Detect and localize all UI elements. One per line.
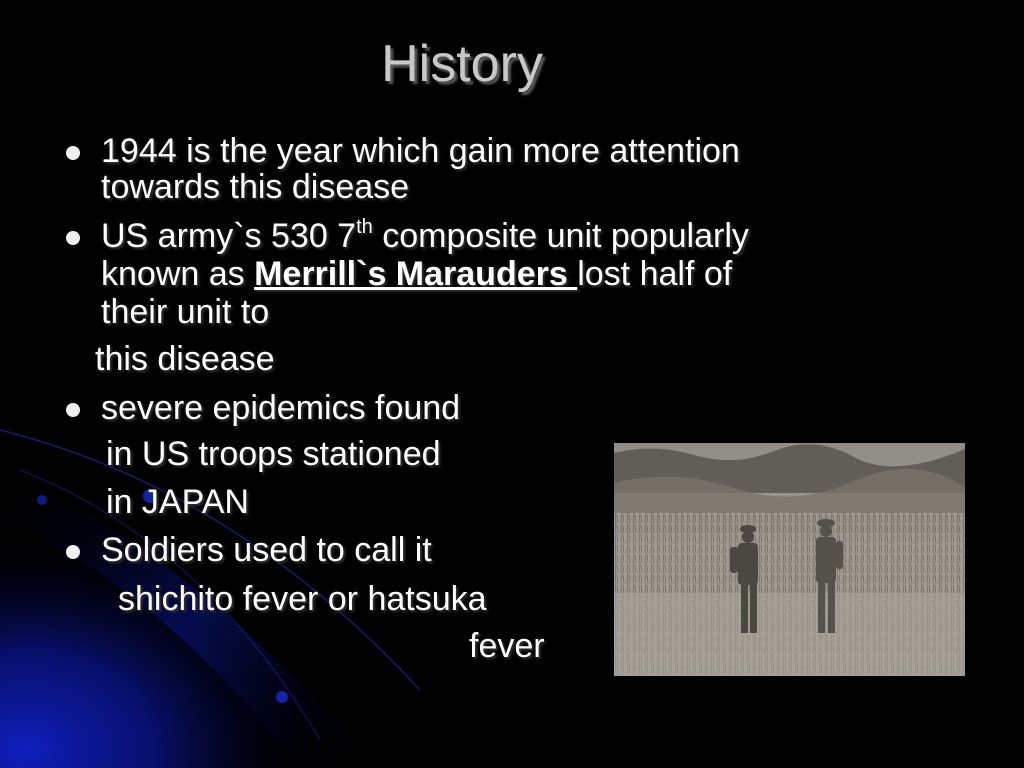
bullet-2-line-4: this disease (95, 340, 275, 378)
bullet-dot (66, 231, 80, 245)
bullet-4-line-2: shichito fever or hatsuka (118, 580, 487, 618)
bullet-1-line-2: towards this disease (101, 168, 410, 206)
bullet-dot (66, 403, 80, 417)
lost-half-text: lost half of (577, 255, 733, 293)
merrills-marauders-link[interactable]: Merrill`s Marauders (254, 255, 578, 293)
bullet-2-text-post: composite unit popularly (372, 217, 749, 255)
known-as-text: known as (101, 255, 255, 293)
bullet-3-line-2: in US troops stationed (106, 435, 441, 473)
bullet-1-line-1: 1944 is the year which gain more attention (101, 132, 740, 170)
bullet-4-line-3: fever (469, 627, 545, 665)
bullet-dot (66, 545, 80, 559)
bullet-dot (66, 146, 80, 160)
bullet-3-line-3: in JAPAN (106, 483, 249, 521)
bullet-3-line-1: severe epidemics found (101, 389, 461, 427)
bullet-4-line-1: Soldiers used to call it (101, 531, 432, 569)
slide-title: History (381, 35, 543, 93)
soldiers-photo (614, 443, 965, 676)
bullet-2-line-2 (101, 256, 732, 292)
bullet-2-line-1 (101, 218, 749, 254)
bullet-2-text-pre: US army`s 530 7 (101, 217, 357, 255)
superscript-th: th (356, 216, 373, 238)
bullet-2-line-3: their unit to (101, 293, 270, 331)
